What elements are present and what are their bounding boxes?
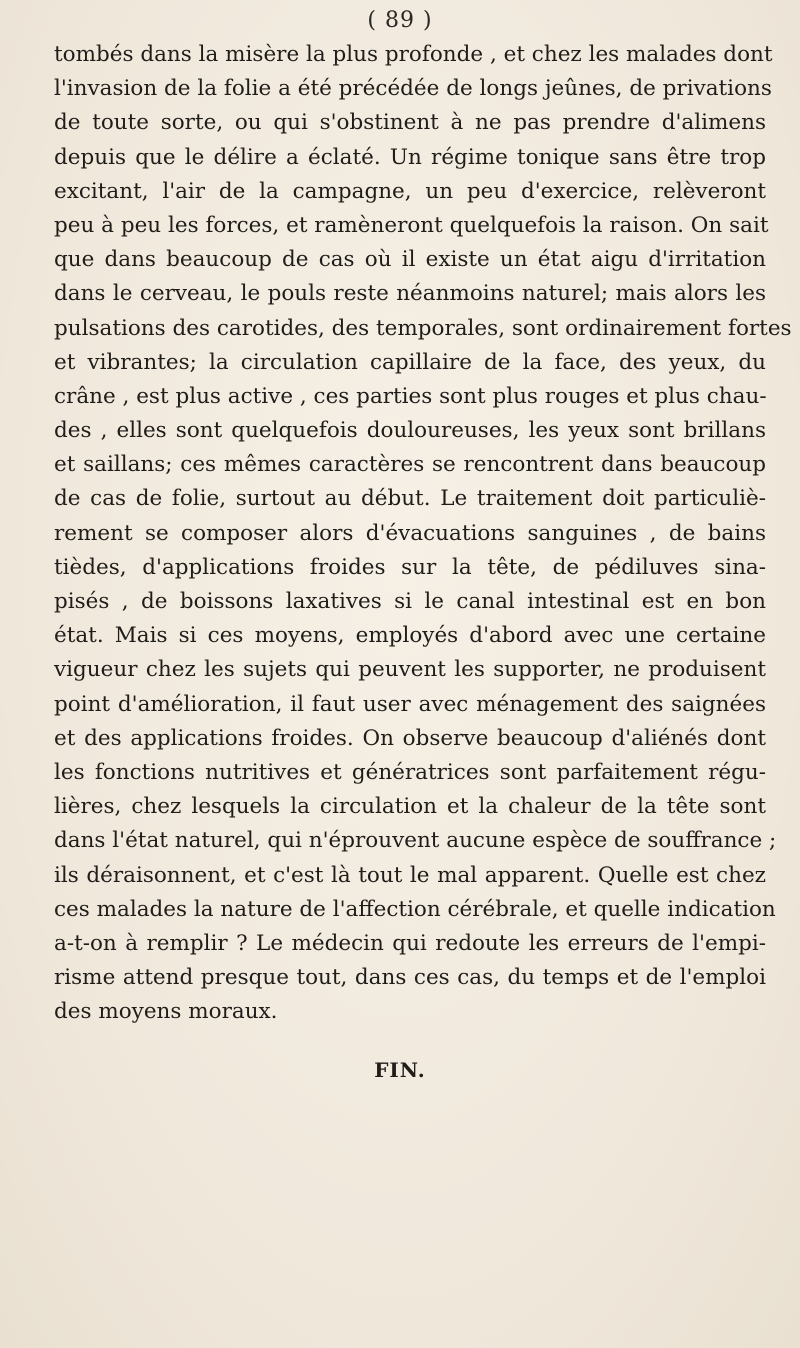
text-line: de cas de folie, surtout au début. Le traitement doit particuliè- (54, 486, 766, 512)
text-line: pulsations des carotides, des temporales, sont ordinairement fortes (54, 315, 792, 341)
text-line: tièdes, d'applications froides sur la tête, de pédiluves sina- (54, 554, 766, 580)
text-line: tombés dans la misère la plus profonde , et chez les malades dont (54, 42, 773, 67)
text-line: crâne , est plus active , ces parties sont plus rouges et plus chau- (54, 383, 767, 409)
text-line: pisés , de boissons laxatives si le canal intestinal est en bon (54, 589, 766, 614)
text-line: dans l'état naturel, qui n'éprouvent aucune espèce de souffrance ; (54, 828, 777, 854)
text-line: l'invasion de la folie a été précédée de longs jeûnes, de privations (54, 76, 772, 102)
text-line: les fonctions nutritives et génératrices sont parfaitement régu- (54, 759, 766, 785)
text-line: et vibrantes; la circulation capillaire de la face, des yeux, du (54, 349, 766, 375)
text-line: ces malades la nature de l'affection cérébrale, et quelle indication (54, 896, 776, 922)
page-number: ( 89 ) (367, 8, 433, 33)
text-line: depuis que le délire a éclaté. Un régime tonique sans être trop (54, 144, 766, 170)
text-line: et des applications froides. On observe beaucoup d'aliénés dont (54, 725, 766, 751)
text-line: des , elles sont quelquefois douloureuses, les yeux sont brillans (54, 418, 766, 444)
text-line: a-t-on à remplir ? Le médecin qui redoute les erreurs de l'empi- (54, 930, 766, 956)
text-line: vigueur chez les sujets qui peuvent les supporter, ne produisent (54, 657, 766, 683)
body-text (54, 38, 792, 1029)
text-line: des moyens moraux. (54, 999, 278, 1025)
text-line: peu à peu les forces, et ramèneront quelquefois la raison. On sait (54, 212, 769, 238)
text-line: lières, chez lesquels la circulation et la chaleur de la tête sont (54, 794, 766, 820)
text-line: et saillans; ces mêmes caractères se rencontrent dans beaucoup (54, 452, 766, 478)
text-line: excitant, l'air de la campagne, un peu d'exercice, relèveront (54, 178, 766, 204)
text-line: rement se composer alors d'évacuations sanguines , de bains (54, 520, 766, 546)
text-line: point d'amélioration, il faut user avec ménagement des saignées (54, 691, 766, 717)
text-line: que dans beaucoup de cas où il existe un état aigu d'irritation (54, 247, 766, 273)
fin-label: FIN. (374, 1058, 426, 1082)
text-line: ils déraisonnent, et c'est là tout le mal apparent. Quelle est chez (54, 862, 766, 888)
text-line: risme attend presque tout, dans ces cas, du temps et de l'emploi (54, 965, 766, 991)
text-line: de toute sorte, ou qui s'obstinent à ne pas prendre d'alimens (54, 110, 766, 136)
text-line: état. Mais si ces moyens, employés d'abord avec une certaine (54, 623, 766, 649)
text-line: dans le cerveau, le pouls reste néanmoins naturel; mais alors les (54, 281, 766, 307)
